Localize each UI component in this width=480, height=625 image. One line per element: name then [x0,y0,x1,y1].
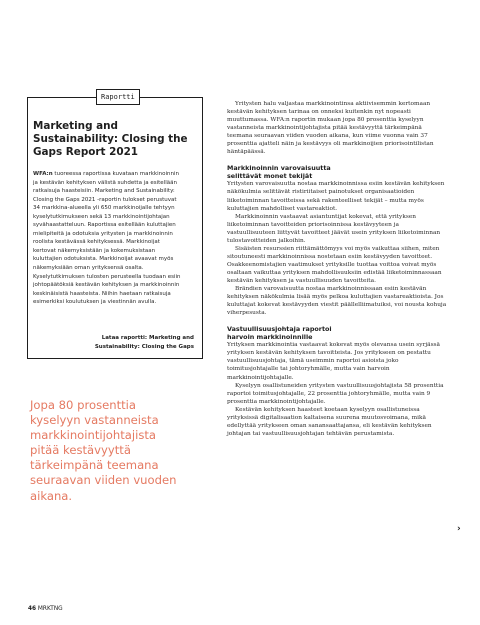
article-column [227,100,449,438]
article-paragraph: Sisäisten resurssien riittämättömyys voi myös vaikuttaa siihen, miten sitoutuneesti markkinoinnissa nostetaan esiin kestävyyden tavoitteet. Osakkeenomistajien vaatimukset yrityksille tuottaa voittoa voivat myös osaltaan vaikuttaa yrityksen mahdollisuuksiin edistää liiketoiminnassaan kestävän kehityksen ja vastuullisuuden tavoitteita. [227,245,442,284]
article-paragraph: Markkinoinnin vastaavat asiantuntijat kokevat, että yrityksen liiketoiminnan tavoitteiden priorisoinnissa kestävyyteen ja vastuullisuuteen liittyvät tavoitteet jäävät usein yrityksen liiketoiminnan tulostavoitteiden jalkoihin. [227,213,441,244]
section-heading-2-line-2: harvoin markkinoinnille [227,333,313,342]
article-paragraph: Kestävän kehityksen haasteet koetaan kyselyyn osallistuneissa yrityksissä digitalisaation kaltaisena suurena muutosvoimana, mikä edellyttää yritykseen oman sanansaattajansa, eli kestävän kehityksen johtajan tai vastuullisuusjohtajan tehtävän perustamista. [227,406,432,437]
pull-quote-line: aikana. [30,488,73,503]
article-intro: Yritysten halu valjastaa markkinointinsa aktiivisemmin kertomaan kestävän kehityksen tarinaa on onneksi kuitenkin nyt nopeasti muuttumassa. WFA:n raportin mukaan jopa 80 prosenttia kyselyyn vastanneista markkinointijohtajista pitää kestävyyttä tärkeimpänä teemana seuraavan viiden vuoden aikana, kun viime vuonna vain 37 prosenttia ajatteli näin ja kestävyys oli markkinoijien priorisointilistan häntäpäässä. [227,101,434,156]
section-heading-1-line-1: Markkinoinnin varovaisuutta [227,164,331,173]
article-paragraph: Yrityksen markkinointia vastaavat kokevat myös olevansa usein syrjässä yrityksen kestävän kehityksen tavoitteista. Jos yritykseen on pestattu vastuullisuusjohtaja, tämä useimmin raportoi asioista joko toimitusjohtajalle tai johtoryhmälle, mutta vain harvoin markkinointijohtajalle. [227,342,440,381]
article-paragraph: Brändien varovaisuutta nostaa markkinoinnissaan esiin kestävän kehityksen näkökulmia lisää myös pelkoa kuluttajien vastareaktioista. Jos kuluttajat kokevat kestävyyden viestit päällelliimatuiksi, voi nousta kohuja viherpesusta. [227,286,447,317]
section-heading-2 [227,325,449,341]
pull-quote-line: pitää kestävyyttä [30,443,131,458]
chevron-right-icon: › [457,524,461,534]
section-heading-2-line-1: Vastuullisuusjohtaja raportoi [227,325,332,334]
section-heading-1 [227,164,449,180]
report-download-link[interactable] [24,334,194,351]
page-footer [28,605,63,613]
pull-quote-line: seuraavan viiden vuoden [30,473,177,488]
report-download-line-2: Sustainability: Closing the Gaps [94,343,194,350]
report-download-line-1: Lataa raportti: Marketing and [101,335,194,341]
pull-quote [30,398,210,504]
report-description-text: tuoreessa raportissa kuvataan markkinoinnin ja kestävän kehityksen välistä suhdetta ja esitellään ratkaisuja haasteisiin. Marketing and Sustainability: Closing the Gaps 2021 -raportin tulokset perustuvat 34 markkina-alueella yli 650 markkinoijalle tehtyyn kyselytutkimukseen sekä 13 markkinointijohtajan syvähaastatteluun. Raportissa esitellään kuluttajien mielipiteitä ja odotuksia yritysten ja markkinoinnin roolista kestävässä kehityksessä. Markkinoijat kertovat näkemyksistään ja kokemuksistaan kuluttajien odotuksista. Markkinoijat avaavat myös näkemyksiään oman yrityksensä osalta. Kyselytutkimuksen tulosten perusteella tuodaan esiin johtopäätöksiä kestävän kehityksen ja markkinoinnin keskinäisistä haasteista. Niihin haetaan ratkaisuja esimerkiksi koulutuksen ja viestinnän avulla. [33,171,181,306]
article-paragraph: Kyselyyn osallistuneiden yritysten vastuullisuusjohtajista 58 prosenttia raportoi toimitusjohtajalle, 22 prosenttia johtoryhmälle, mutta vain 9 prosenttia markkinointijohtajalle. [227,382,444,405]
pull-quote-line: Jopa 80 prosenttia [30,398,137,412]
report-description-lead: WFA:n [33,171,53,177]
section-heading-1-line-2: selittävät monet tekijät [227,172,313,181]
article-paragraph: Yritysten varovaisuutta nostaa markkinoinnissa esiin kestävän kehityksen näkökulmia selittävät ristiriitaiset painotukset organisaatioiden liiketoiminnan tavoitteissa sekä rakenteelliset tekijät – mutta myös kuluttajien mahdolliset vastareaktiot. [227,181,445,212]
pull-quote-line: markkinointijohtajista [30,428,157,443]
magazine-name: MRKTNG [37,606,63,612]
pull-quote-line: tärkeimpänä teemana [30,458,159,473]
report-title: Marketing and Sustainability: Closing the Gaps Report 2021 [33,120,188,158]
report-tag: Raportti [96,89,140,105]
report-description [33,170,183,307]
page-number: 46 [28,606,37,612]
pull-quote-line: kyselyyn vastanneista [30,413,159,428]
